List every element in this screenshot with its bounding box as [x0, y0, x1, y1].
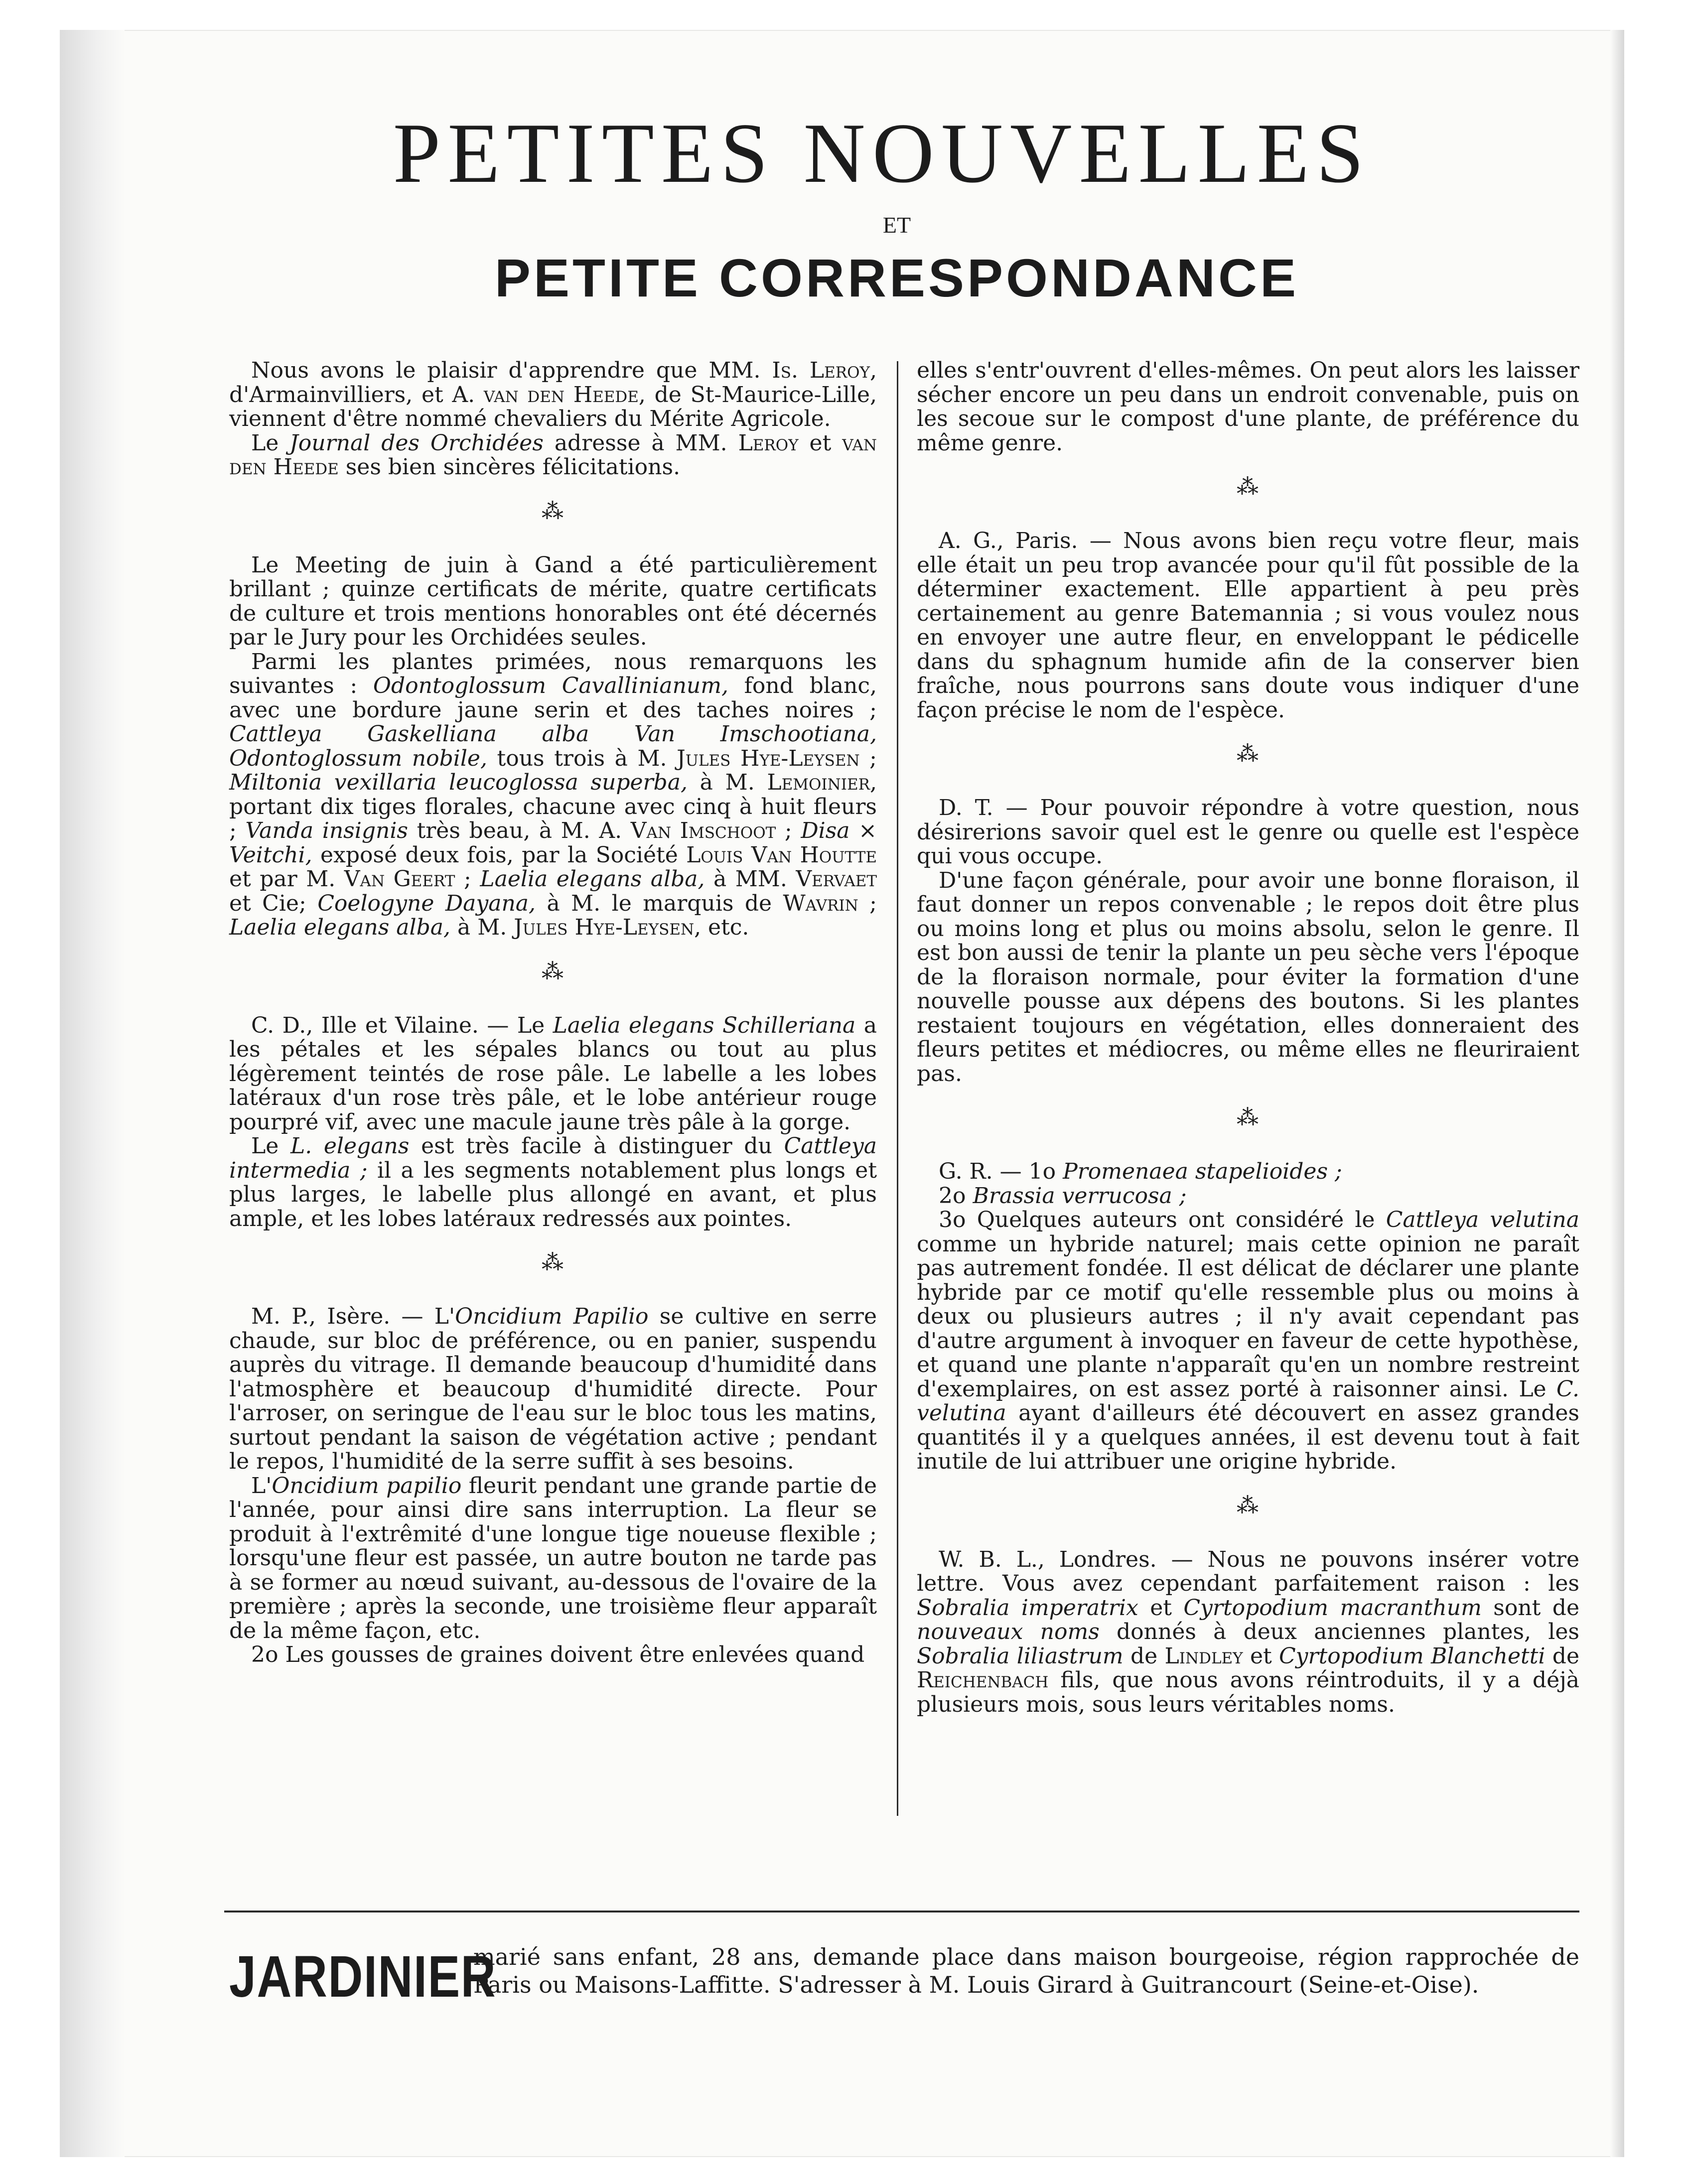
correspondence-mp-isere: M. P., Isère. — L'Oncidium Papilio se cultive en serre chaude, sur bloc de préférence, ou en panier, suspendu auprès du vitrage. Il demande beaucoup d'humidité dans l'atmosphère et beaucoup d'humidité directe. Pour l'arroser, on seringue de l'eau sur le bloc tous les matins, surtout pendant la saison de végétation active ; pendant le repos, l'humidité de la serre suffit à ses besoins. — [229, 1304, 877, 1474]
correspondence-gr-3: 3o Quelques auteurs ont considéré le Cattleya velutina comme un hybride naturel; mais cette opinion ne paraît pas autrement fondée. Il est délicat de déclarer une plante hybride par ce motif qu'elle ressemble plus ou moins à deux ou plusieurs autres ; il n'y avait cependant pas d'autre argument à invoquer en faveur de cette hypothèse, et quand une plante n'apparaît qu'en un nombre restreint d'exemplaires, on est assez porté à raisonner ainsi. Le C. velutina ayant d'ailleurs été découvert en assez grandes quantités il y a quelques années, il est devenu tout à fait inutile de lui attribuer une origine hybride. — [917, 1207, 1579, 1474]
correspondence-oncidium-floraison: L'Oncidium papilio fleurit pendant une grande partie de l'année, pour ainsi dire sans interruption. La fleur se produit à l'extrêmité d'une longue tige noueuse flexible ; lorsqu'une fleur est passée, un autre bouton ne tarde pas à se former au nœud suivant, au-dessous de l'ovaire de la première ; après la seconde, une troisième fleur apparaît de la même façon, etc. — [229, 1473, 877, 1643]
title-conjunction: ET — [882, 212, 911, 238]
page-subtitle: PETITE CORRESPONDANCE — [494, 248, 1299, 308]
section-separator-asterism: ⁂ — [542, 1250, 564, 1275]
correspondence-gousses-continued: elles s'entr'ouvrent d'elles-mêmes. On peut alors les laisser sécher encore un peu dans un endroit convenable, puis on les secoue sur le compost d'une plante, de préférence du même genre. — [917, 358, 1579, 456]
section-separator-asterism: ⁂ — [1237, 1493, 1260, 1518]
correspondence-gousses: 2o Les gousses de graines doivent être enlevées quand — [251, 1642, 865, 1667]
section-separator-asterism: ⁂ — [1237, 474, 1260, 500]
news-paragraph-plantes-primees: Parmi les plantes primées, nous remarquons les suivantes : Odontoglossum Cavallinianum, fond blanc, avec une bordure jaune serin et des taches noires ; Cattleya Gaskelliana alba Van Imschootiana, Odontoglossum nobile, tous trois à M. Jules Hye-Leysen ; Miltonia vexillaria leucoglossa superba, à M. Lemoinier, portant dix tiges florales, chacune avec cinq à huit fleurs ; Vanda insignis très beau, à M. A. Van Imschoot ; Disa × Veitchi, exposé deux fois, par la Société Louis Van Houtte et par M. Van Geert ; Laelia elegans alba, à MM. Vervaet et Cie; Coelogyne Dayana, à M. le marquis de Wavrin ; Laelia elegans alba, à M. Jules Hye-Leysen, etc. — [229, 649, 877, 940]
correspondence-wbl-londres: W. B. L., Londres. — Nous ne pouvons insérer votre lettre. Vous avez cependant parfaitement raison : les Sobralia imperatrix et Cyrtopodium macranthum sont de nouveaux noms donnés à deux anciennes plantes, les Sobralia liliastrum de Lindley et Cyrtopodium Blanchetti de Reichenbach fils, que nous avons réintroduits, il y a déjà plusieurs mois, sous leurs véritables noms. — [917, 1546, 1580, 1717]
advertisement-title: JARDINIER — [229, 1944, 497, 2010]
correspondence-gr-2: 2o Brassia verrucosa ; — [939, 1183, 1187, 1209]
section-separator-asterism: ⁂ — [542, 958, 564, 984]
left-column — [229, 359, 877, 1667]
news-paragraph-merite-agricole: Nous avons le plaisir d'apprendre que MM. Is. Leroy, d'Armainvilliers, et A. van den Heede, de St-Maurice-Lille, viennent d'être nommé chevaliers du Mérite Agricole. — [229, 358, 877, 431]
correspondence-floraison-generale: D'une façon générale, pour avoir une bonne floraison, il faut donner un repos convenable ; le repos doit être plus ou moins long et plus ou moins absolu, selon le genre. Il est bon aussi de tenir la plante un peu sèche vers l'époque de la floraison normale, pour éviter la formation d'une nouvelle pousse aux dépens des boutons. Si les plantes restaient toujours en végétation, elles donneraient des fleurs petites et médiocres, ou même elles ne fleuriraient pas. — [917, 867, 1579, 1087]
section-separator-asterism: ⁂ — [1237, 741, 1260, 767]
advertisement-rule — [224, 1911, 1579, 1912]
column-divider — [897, 361, 898, 1816]
page-edge-shadow — [1610, 30, 1624, 2157]
correspondence-cd-ille-et-vilaine: C. D., Ille et Vilaine. — Le Laelia elegans Schilleriana a les pétales et les sépales blancs ou tout au plus légèrement teintés de rose pâle. Le labelle a les lobes latéraux d'un rose très pâle, et le lobe antérieur rouge pourpré vif, avec une macule jaune très pâle à la gorge. — [229, 1012, 877, 1135]
section-separator-asterism: ⁂ — [542, 498, 564, 524]
binding-shadow — [60, 30, 125, 2157]
right-column — [917, 359, 1579, 1717]
correspondence-l-elegans: Le L. elegans est très facile à distinguer du Cattleya intermedia ; il a les segments notablement plus longs et plus larges, le labelle plus allongé en avant, et plus ample, et les lobes latéraux redressés aux pointes. — [229, 1133, 877, 1231]
news-paragraph-meeting-gand: Le Meeting de juin à Gand a été particulièrement brillant ; quinze certificats de mérite, quatre certificats de culture et trois mentions honorables ont été décernés par le Jury pour les Orchidées seules. — [229, 552, 877, 650]
correspondence-gr-1: G. R. — 1o Promenaea stapelioides ; — [939, 1159, 1342, 1184]
page-title: PETITES NOUVELLES — [393, 106, 1371, 201]
correspondence-ag-paris: A. G., Paris. — Nous avons bien reçu votre fleur, mais elle était un peu trop avancée pour qu'il fût possible de la déterminer exactement. Elle appartient à peu près certainement au genre Batemannia ; si vous voulez nous en envoyer une autre fleur, en enveloppant le pédicelle dans du sphagnum humide afin de la conserver bien fraîche, nous pourrons sans doute vous indiquer d'une façon précise le nom de l'espèce. — [917, 528, 1579, 723]
advertisement-text: marié sans enfant, 28 ans, demande place dans maison bourgeoise, région rapprochée de Paris ou Maisons-Laffitte. S'adresser à M. Louis Girard à Guitrancourt (Seine-et-Oise). — [473, 1943, 1579, 1998]
news-paragraph-felicitations: Le Journal des Orchidées adresse à MM. Leroy et van den Heede ses bien sincères félicitations. — [229, 430, 877, 480]
correspondence-dt: D. T. — Pour pouvoir répondre à votre question, nous désirerions savoir quel est le genre ou quelle est l'espèce qui vous occupe. — [917, 795, 1579, 869]
section-separator-asterism: ⁂ — [1237, 1105, 1260, 1130]
